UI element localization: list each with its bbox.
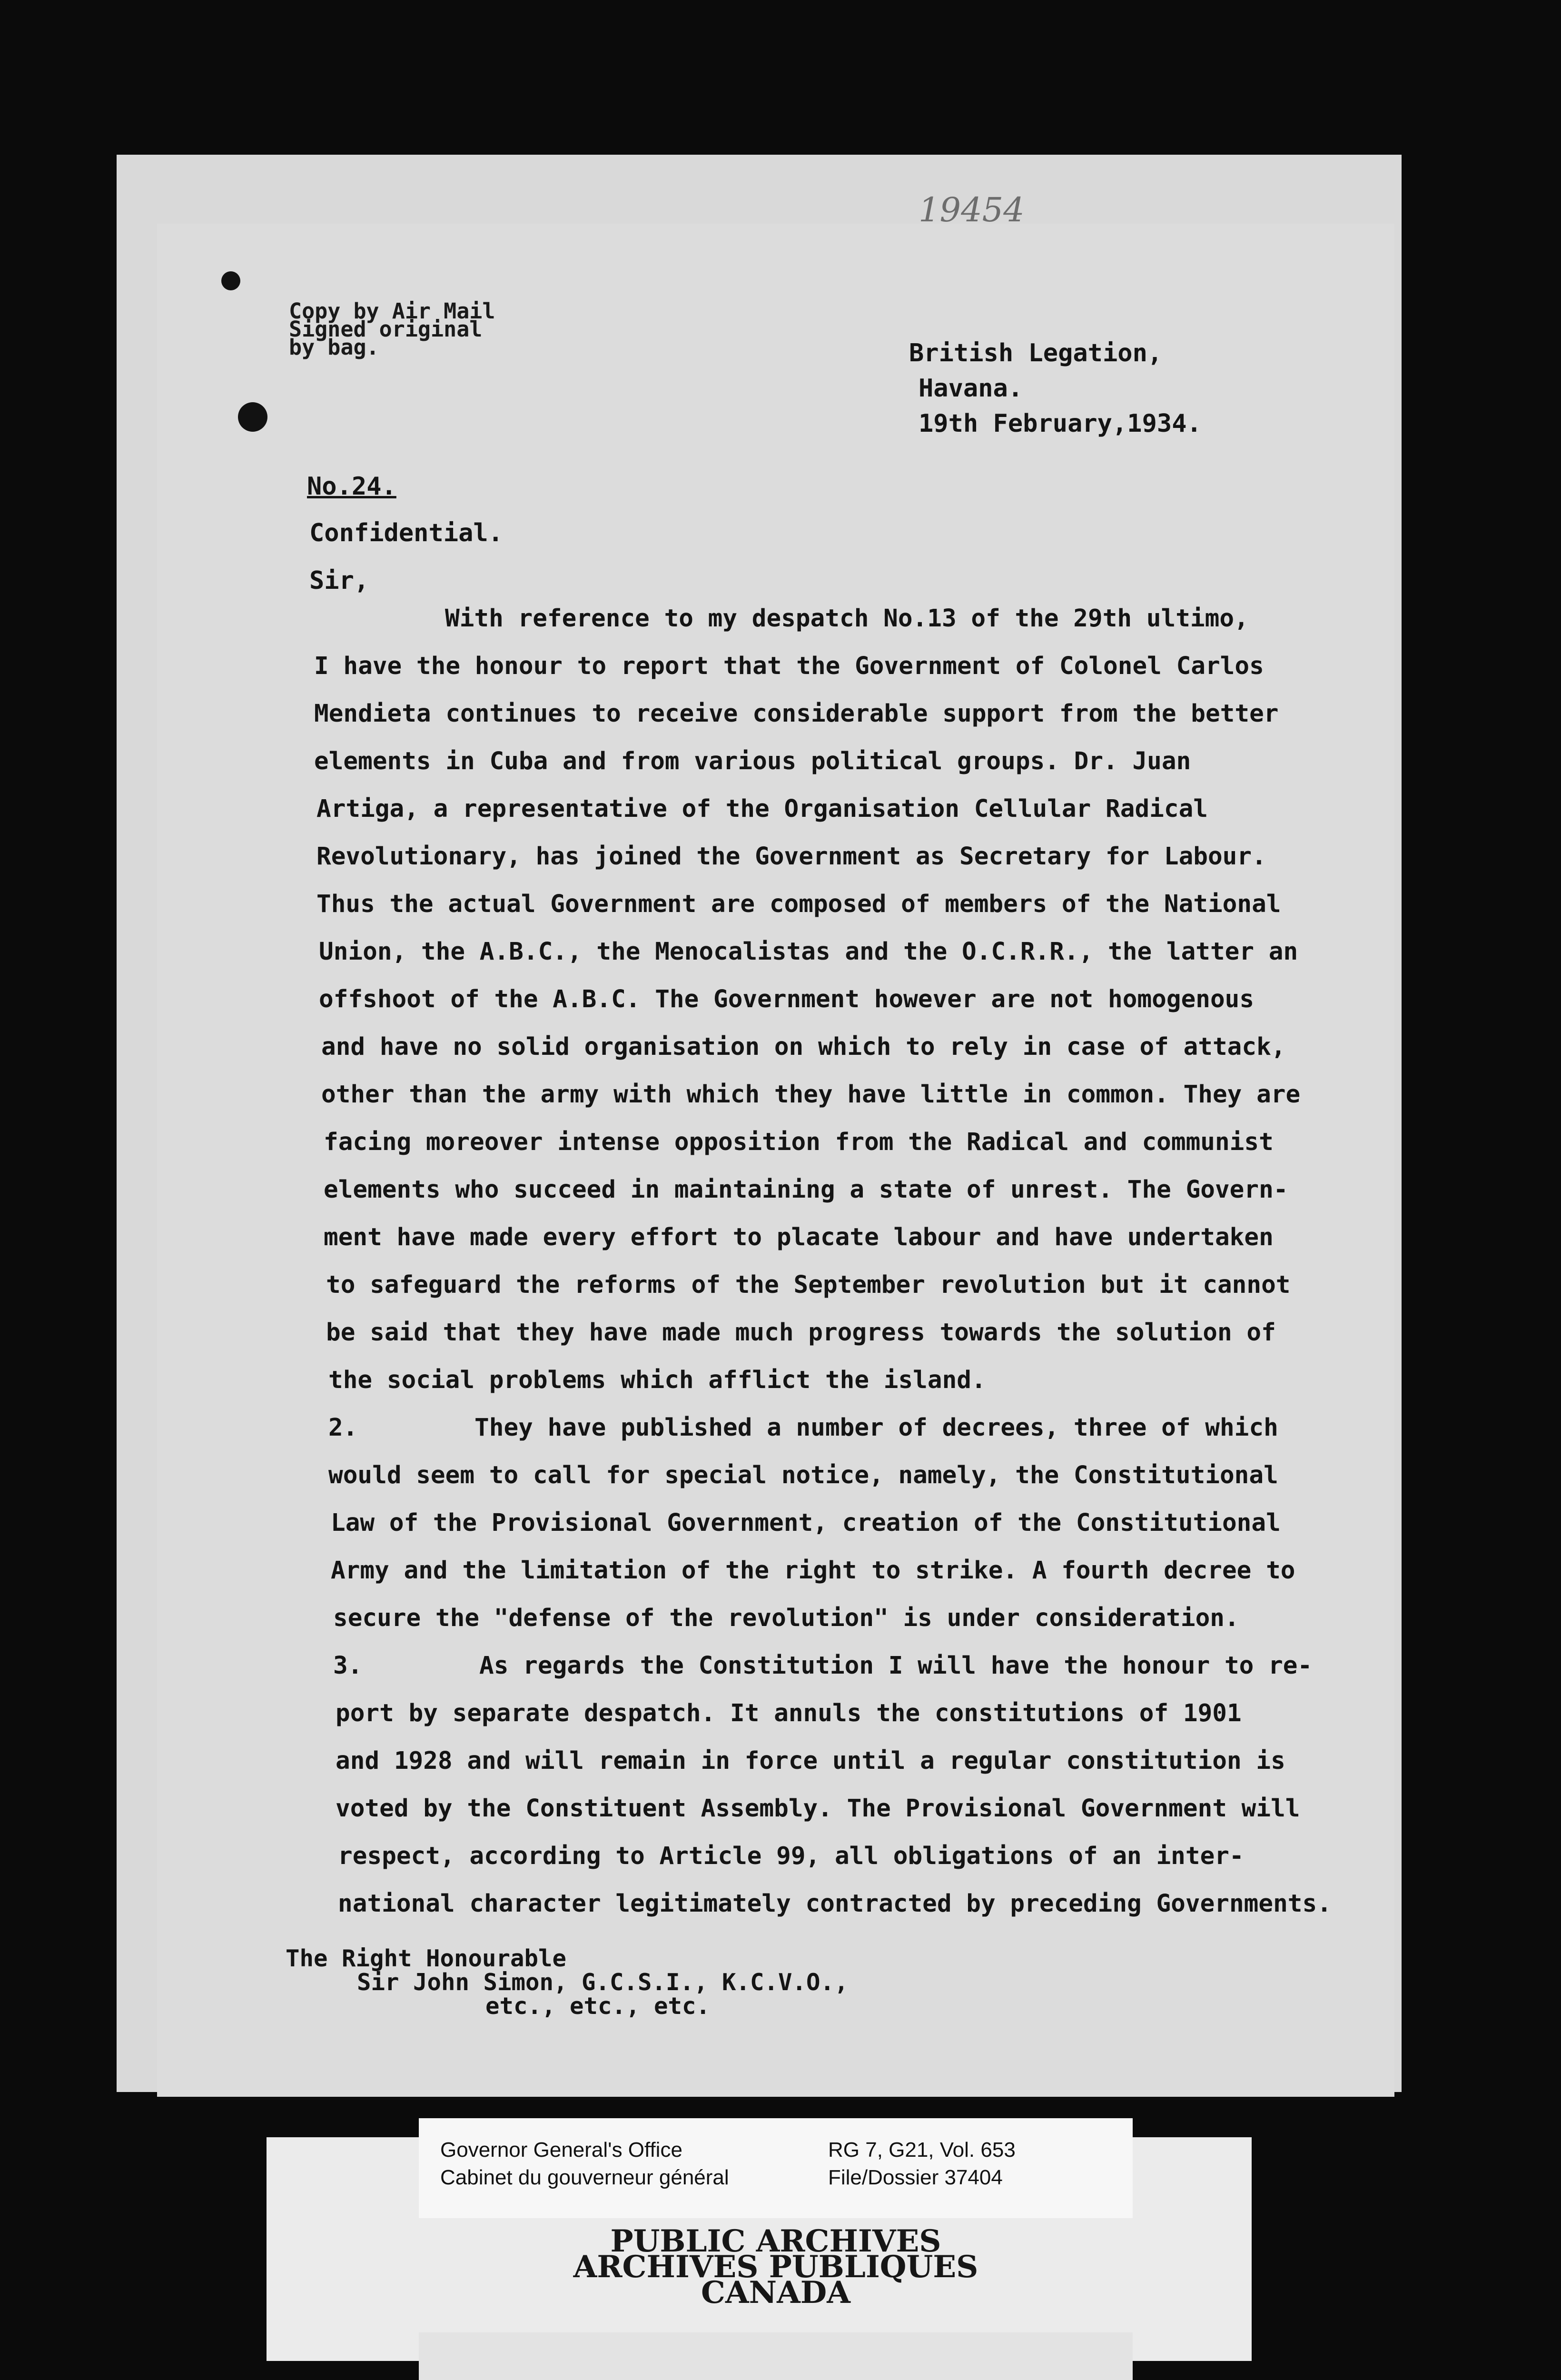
body-line: port by separate despatch. It annuls the constitutions of 1901 bbox=[336, 1699, 1242, 1727]
stamp-line: PUBLIC ARCHIVES bbox=[610, 2223, 941, 2259]
body-line: Thus the actual Government are composed of members of the National bbox=[316, 890, 1281, 918]
copy-note-line: Copy by Air Mail bbox=[289, 298, 495, 324]
copy-note-line: Signed original bbox=[289, 317, 483, 342]
body-line: Law of the Provisional Government, creation of the Constitutional bbox=[331, 1509, 1281, 1537]
addressee-line: The Right Honourable bbox=[286, 1945, 567, 1972]
addressee-line: Sir John Simon, G.C.S.I., K.C.V.O., bbox=[357, 1969, 849, 1996]
body-line: elements who succeed in maintaining a state of unrest. The Govern- bbox=[324, 1176, 1288, 1204]
classification: Confidential. bbox=[309, 519, 503, 547]
letter-page bbox=[157, 190, 1394, 2097]
copy-note-line: by bag. bbox=[289, 335, 379, 360]
body-line: Mendieta continues to receive considerable support from the better bbox=[314, 700, 1279, 728]
stamp-line: ARCHIVES PUBLIQUES bbox=[573, 2249, 978, 2285]
office-english: Governor General's Office bbox=[440, 2138, 682, 2162]
letter-date: 19th February,1934. bbox=[919, 409, 1202, 438]
body-line: be said that they have made much progress towards the solution of bbox=[326, 1319, 1276, 1347]
label-office bbox=[440, 2136, 729, 2192]
body-line: With reference to my despatch No.13 of the 29th ultimo, bbox=[445, 605, 1249, 633]
body-line: national character legitimately contracted by preceding Governments. bbox=[338, 1890, 1332, 1918]
body-line: Union, the A.B.C., the Menocalistas and the O.C.R.R., the latter an bbox=[319, 938, 1298, 966]
stamp-line: CANADA bbox=[701, 2275, 850, 2311]
body-line: the social problems which afflict the island. bbox=[328, 1366, 986, 1394]
body-line: voted by the Constituent Assembly. The Provisional Government will bbox=[336, 1795, 1300, 1823]
legation-name: British Legation, bbox=[909, 339, 1163, 367]
despatch-number: No.24. bbox=[307, 472, 396, 501]
letter-body bbox=[157, 224, 1394, 2097]
office-french: Cabinet du gouverneur général bbox=[440, 2166, 729, 2189]
body-line: respect, according to Article 99, all obligations of an inter- bbox=[338, 1842, 1244, 1870]
body-line: Army and the limitation of the right to strike. A fourth decree to bbox=[331, 1557, 1295, 1585]
record-group-reference: RG 7, G21, Vol. 653 bbox=[828, 2138, 1016, 2162]
body-line: and have no solid organisation on which to rely in case of attack, bbox=[321, 1033, 1286, 1061]
addressee-block bbox=[286, 1947, 849, 2018]
legation-city: Havana. bbox=[919, 374, 1023, 403]
body-line: secure the "defense of the revolution" is under consideration. bbox=[333, 1604, 1239, 1632]
archive-reference-label bbox=[419, 2118, 1133, 2218]
body-line: other than the army with which they have little in common. They are bbox=[321, 1081, 1301, 1109]
body-line: Artiga, a representative of the Organisation Cellular Radical bbox=[316, 795, 1208, 823]
body-line: offshoot of the A.B.C. The Government however are not homogenous bbox=[319, 985, 1255, 1013]
body-line: elements in Cuba and from various political groups. Dr. Juan bbox=[314, 747, 1191, 775]
label-reference bbox=[828, 2136, 1016, 2192]
body-line: ment have made every effort to placate labour and have undertaken bbox=[324, 1223, 1274, 1251]
file-number: File/Dossier 37404 bbox=[828, 2166, 1003, 2189]
archive-stamp-backing-lower bbox=[419, 2332, 1133, 2380]
body-line: facing moreover intense opposition from the Radical and communist bbox=[324, 1128, 1274, 1156]
pencil-annotation: 19454 bbox=[919, 190, 1025, 229]
public-archives-stamp bbox=[419, 2218, 1133, 2313]
addressee-line: etc., etc., etc. bbox=[485, 1993, 711, 2020]
body-line: would seem to call for special notice, namely, the Constitutional bbox=[328, 1461, 1278, 1489]
body-line: Revolutionary, has joined the Government as Secretary for Labour. bbox=[316, 843, 1266, 871]
body-line: to safeguard the reforms of the September revolution but it cannot bbox=[326, 1271, 1291, 1299]
body-line: and 1928 and will remain in force until a regular constitution is bbox=[336, 1747, 1285, 1775]
salutation: Sir, bbox=[309, 566, 369, 595]
body-line: 2. They have published a number of decrees, three of which bbox=[328, 1414, 1278, 1442]
body-line: 3. As regards the Constitution I will have the honour to re- bbox=[333, 1652, 1313, 1680]
body-line: I have the honour to report that the Government of Colonel Carlos bbox=[314, 652, 1264, 680]
